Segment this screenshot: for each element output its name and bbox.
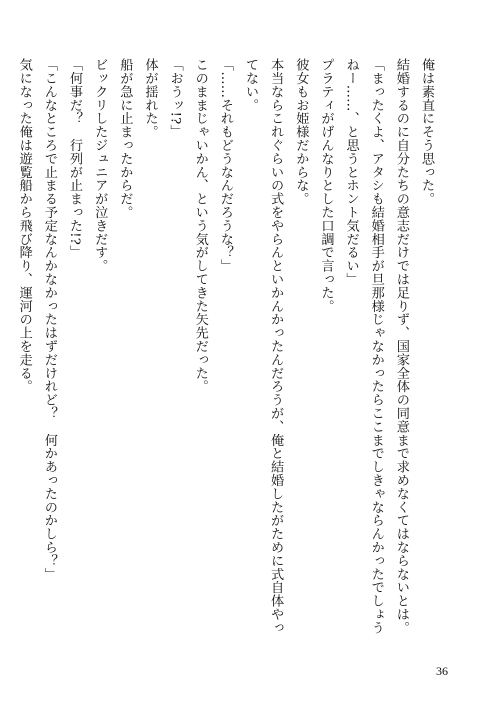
text-line: プラティがげんなりとした口調で言った。: [318, 58, 334, 313]
text-line: 体が揺れた。: [142, 58, 158, 139]
text-line: 「……それもどうなんだろうな？」: [217, 58, 233, 273]
text-line: 船が急に止まったからだ。: [117, 58, 133, 219]
text-line: このままじゃいかん、という気がしてきた矢先だった。: [192, 58, 208, 393]
text-line: ねー……、と思うとホント気だるい」: [343, 58, 359, 286]
text-line: 結婚するのに自分たちの意志だけでは足りず、国家全体の同意まで求めなくてはならないとは。: [393, 58, 409, 635]
text-line: 「まったくよ、アタシも結婚相手が旦那様じゃなかったらここまでしきゃならんかったでしょう: [368, 58, 384, 635]
text-line: 「何事だ？ 行列が止まった!?」: [67, 58, 83, 259]
text-line: 俺は素直にそう思った。: [419, 58, 434, 206]
text-line: 彼女もお姫様だからな。: [293, 58, 309, 206]
text-line: 「こんなところで止まる予定なんかなかったはずだけれど？ 何かあったのかしら？」: [41, 58, 57, 581]
text-line: 本当ならこれぐらいの式をやらんといかんかったんだろうが、俺と結婚したがために式自体やっ: [268, 58, 284, 635]
vertical-text-block: [17, 58, 434, 670]
text-line: ビックリしたジュニアが泣きだす。: [92, 58, 108, 273]
text-line: てない。: [243, 58, 259, 112]
text-line: 「おうッ!?」: [167, 58, 183, 138]
text-line: 気になった俺は遊覧船から飛び降り、運河の上を走る。: [16, 58, 32, 393]
page-number: 36: [436, 664, 448, 678]
